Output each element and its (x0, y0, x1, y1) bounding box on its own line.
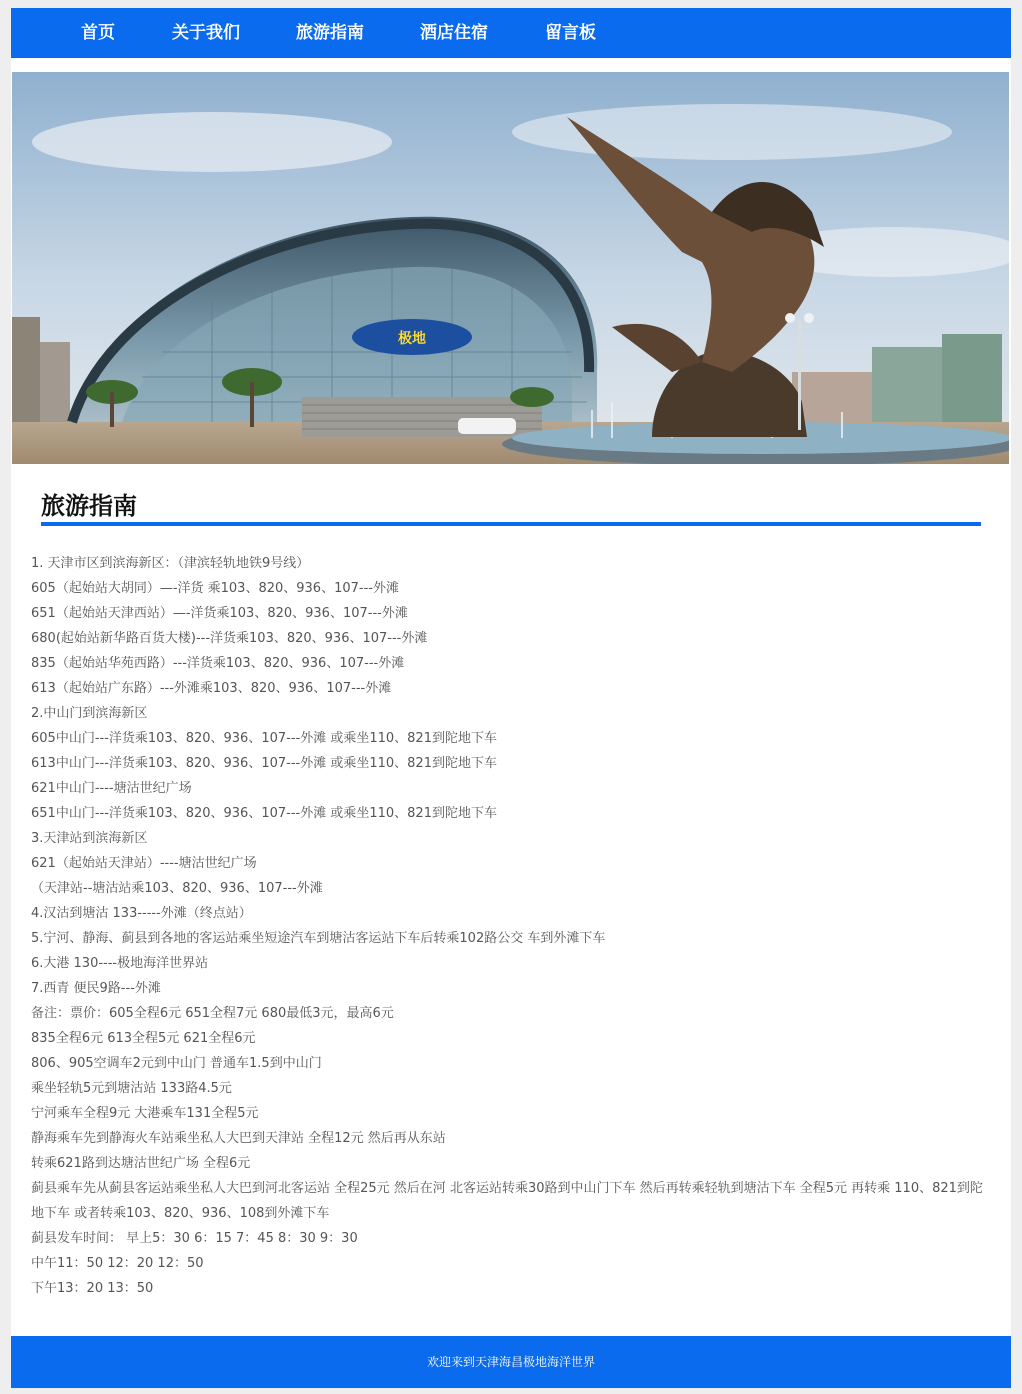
guide-line: 651中山门---洋货乘103、820、936、107---外滩 或乘坐110、821到陀地下车 (31, 806, 497, 821)
guide-line: 乘坐轻轨5元到塘沽站 133路4.5元 (31, 1081, 232, 1096)
page-container (11, 8, 1011, 1388)
guide-line: 835（起始站华苑西路）---洋货乘103、820、936、107---外滩 (31, 656, 405, 671)
banner-image (12, 72, 1009, 464)
guide-line: 蓟县乘车先从蓟县客运站乘坐私人大巴到河北客运站 全程25元 然后在河 北客运站转乘30路到中山门下车 然后再转乘轻轨到塘沽下车 全程5元 再转乘 110、821到陀地下车 或者转乘103、820、936、108到外滩下车 (31, 1181, 983, 1221)
guide-line: 613（起始站广东路）---外滩乘103、820、936、107---外滩 (31, 681, 392, 696)
nav-item-message-board[interactable]: 留言板 (545, 23, 596, 43)
guide-line: 静海乘车先到静海火车站乘坐私人大巴到天津站 全程12元 然后再从东站 (31, 1131, 446, 1146)
section-title: 旅游指南 (41, 492, 137, 520)
nav-item-home[interactable]: 首页 (81, 23, 115, 43)
footer-text: 欢迎来到天津海昌极地海洋世界 (426, 1355, 595, 1369)
banner-sign-text: 极地 (398, 331, 426, 347)
guide-line: 621（起始站天津站）----塘沽世纪广场 (31, 856, 257, 871)
nav-item-travel-guide[interactable]: 旅游指南 (296, 23, 364, 43)
guide-line: 宁河乘车全程9元 大港乘车131全程5元 (31, 1106, 259, 1121)
guide-line: 中午11：50 12：20 12：50 (31, 1256, 204, 1271)
guide-line: 4.汉沽到塘沽 133-----外滩（终点站） (31, 906, 252, 921)
guide-line: 605中山门---洋货乘103、820、936、107---外滩 或乘坐110、821到陀地下车 (31, 731, 497, 746)
guide-line: 备注：票价：605全程6元 651全程7元 680最低3元，最高6元 (31, 1006, 394, 1021)
guide-line: 转乘621路到达塘沽世纪广场 全程6元 (31, 1156, 251, 1171)
guide-line: 835全程6元 613全程5元 621全程6元 (31, 1031, 256, 1046)
guide-line: 806、905空调车2元到中山门 普通车1.5到中山门 (31, 1056, 322, 1071)
top-navigation (11, 8, 1011, 58)
guide-line: 下午13：20 13：50 (31, 1281, 154, 1296)
guide-line: 621中山门----塘沽世纪广场 (31, 781, 192, 796)
guide-line: 3.天津站到滨海新区 (31, 831, 148, 846)
guide-line: 2.中山门到滨海新区 (31, 706, 148, 721)
guide-line: （天津站--塘沽站乘103、820、936、107---外滩 (31, 881, 323, 896)
guide-line: 6.大港 130----极地海洋世界站 (31, 956, 209, 971)
footer (11, 1336, 1011, 1388)
title-divider (41, 522, 981, 526)
guide-line: 5.宁河、静海、蓟县到各地的客运站乘坐短途汽车到塘沽客运站下车后转乘102路公交 车到外滩下车 (31, 931, 606, 946)
nav-item-about[interactable]: 关于我们 (172, 23, 240, 43)
guide-line: 1. 天津市区到滨海新区：（津滨轻轨地铁9号线） (31, 556, 310, 571)
guide-line: 680(起始站新华路百货大楼)---洋货乘103、820、936、107---外滩 (31, 631, 428, 646)
guide-line: 605（起始站大胡同）—-洋货 乘103、820、936、107---外滩 (31, 581, 399, 596)
guide-line: 蓟县发车时间： 早上5：30 6：15 7：45 8：30 9：30 (31, 1231, 358, 1246)
guide-line: 651（起始站天津西站）—-洋货乘103、820、936、107---外滩 (31, 606, 408, 621)
nav-item-hotel[interactable]: 酒店住宿 (420, 23, 488, 43)
guide-content (31, 551, 991, 1301)
guide-line: 613中山门---洋货乘103、820、936、107---外滩 或乘坐110、821到陀地下车 (31, 756, 497, 771)
guide-line: 7.西青 便民9路---外滩 (31, 981, 161, 996)
